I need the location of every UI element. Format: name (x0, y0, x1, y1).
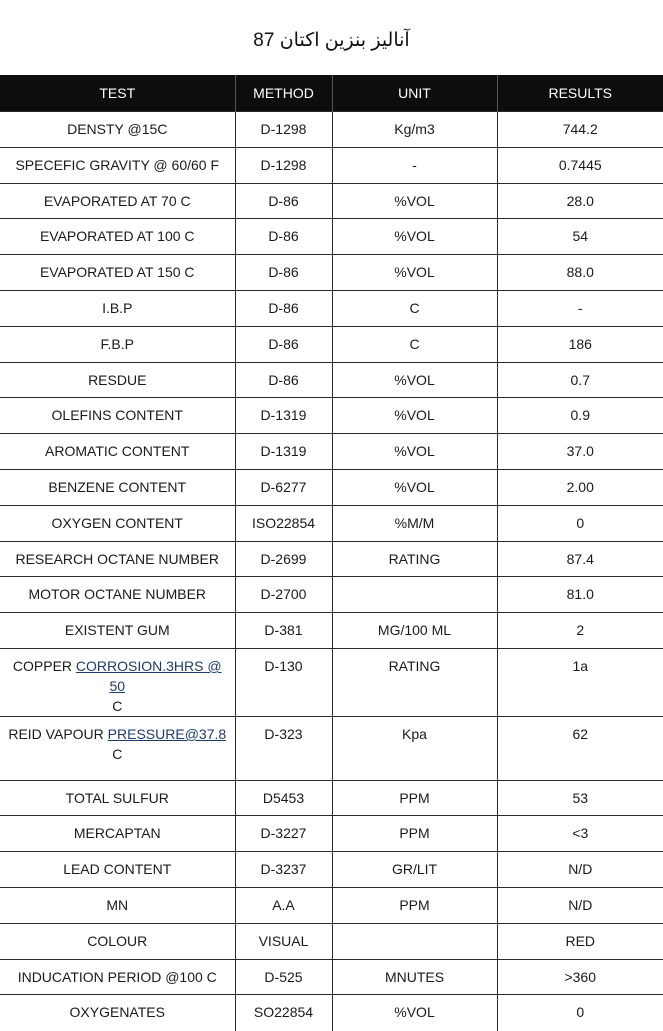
cell-test: TOTAL SULFUR (0, 780, 235, 816)
table-row (0, 326, 663, 362)
table-row (0, 290, 663, 326)
cell-unit: Kpa (332, 716, 497, 780)
cell-method: D5453 (235, 780, 332, 816)
test-link[interactable]: CORROSION.3HRS @ 50 (75, 657, 222, 694)
cell-method: D-323 (235, 716, 332, 780)
cell-method: D-2700 (235, 577, 332, 613)
test-prefix: REID VAPOUR (8, 725, 104, 742)
cell-result: 87.4 (497, 541, 663, 577)
cell-method: D-381 (235, 613, 332, 649)
cell-test: INDUCATION PERIOD @100 C (0, 959, 235, 995)
table-row (0, 541, 663, 577)
cell-unit: C (332, 290, 497, 326)
cell-unit: MG/100 ML (332, 613, 497, 649)
cell-test: RESDUE (0, 362, 235, 398)
cell-result: 0 (497, 505, 663, 541)
cell-method: VISUAL (235, 923, 332, 959)
cell-unit: %VOL (332, 995, 497, 1031)
cell-unit: PPM (332, 816, 497, 852)
cell-method: D-86 (235, 255, 332, 291)
cell-result: 0.9 (497, 398, 663, 434)
table-row (0, 648, 663, 716)
cell-result: - (497, 290, 663, 326)
cell-result: 744.2 (497, 112, 663, 148)
table-row (0, 183, 663, 219)
header-unit: UNIT (332, 75, 497, 112)
cell-result: 0 (497, 995, 663, 1031)
table-row (0, 852, 663, 888)
cell-method: D-86 (235, 326, 332, 362)
cell-test: F.B.P (0, 326, 235, 362)
test-link[interactable]: PRESSURE@37.8 (107, 725, 227, 742)
cell-test: EVAPORATED AT 70 C (0, 183, 235, 219)
table-row (0, 505, 663, 541)
cell-unit: %VOL (332, 183, 497, 219)
cell-method: D-86 (235, 219, 332, 255)
table-row (0, 112, 663, 148)
cell-result: 53 (497, 780, 663, 816)
cell-unit: PPM (332, 888, 497, 924)
table-row (0, 780, 663, 816)
cell-unit: MNUTES (332, 959, 497, 995)
cell-result: N/D (497, 852, 663, 888)
cell-unit: %M/M (332, 505, 497, 541)
header-method: METHOD (235, 75, 332, 112)
cell-unit: %VOL (332, 469, 497, 505)
header-test: TEST (0, 75, 235, 112)
cell-unit: %VOL (332, 434, 497, 470)
cell-test: I.B.P (0, 290, 235, 326)
cell-unit: PPM (332, 780, 497, 816)
cell-unit: %VOL (332, 219, 497, 255)
cell-test: RESEARCH OCTANE NUMBER (0, 541, 235, 577)
test-prefix: COPPER (12, 657, 73, 674)
cell-result: 37.0 (497, 434, 663, 470)
table-row (0, 398, 663, 434)
test-suffix: C (112, 697, 123, 714)
cell-test: EXISTENT GUM (0, 613, 235, 649)
page-title: آنالیز بنزین اکتان 87 (253, 30, 410, 51)
analysis-table (0, 75, 663, 1031)
table-row (0, 716, 663, 780)
table-row (0, 362, 663, 398)
cell-result: 186 (497, 326, 663, 362)
cell-result: 54 (497, 219, 663, 255)
table-row (0, 434, 663, 470)
table-header-row (0, 75, 663, 112)
table-row (0, 469, 663, 505)
cell-result: 88.0 (497, 255, 663, 291)
cell-unit: RATING (332, 541, 497, 577)
cell-test: OXYGENATES (0, 995, 235, 1031)
cell-result: 2.00 (497, 469, 663, 505)
cell-method: ISO22854 (235, 505, 332, 541)
cell-method: D-6277 (235, 469, 332, 505)
cell-unit: RATING (332, 648, 497, 716)
table-row (0, 255, 663, 291)
cell-method: D-3237 (235, 852, 332, 888)
cell-test: EVAPORATED AT 150 C (0, 255, 235, 291)
cell-test: MERCAPTAN (0, 816, 235, 852)
cell-unit: %VOL (332, 398, 497, 434)
cell-test: OXYGEN CONTENT (0, 505, 235, 541)
cell-result: <3 (497, 816, 663, 852)
cell-method: D-3227 (235, 816, 332, 852)
cell-result: N/D (497, 888, 663, 924)
cell-result: 2 (497, 613, 663, 649)
cell-unit: %VOL (332, 362, 497, 398)
cell-method: D-86 (235, 362, 332, 398)
cell-result: 28.0 (497, 183, 663, 219)
table-row (0, 147, 663, 183)
cell-test: AROMATIC CONTENT (0, 434, 235, 470)
cell-unit: C (332, 326, 497, 362)
cell-result: >360 (497, 959, 663, 995)
cell-unit: GR/LIT (332, 852, 497, 888)
cell-method: D-86 (235, 290, 332, 326)
table-row (0, 816, 663, 852)
cell-unit: %VOL (332, 255, 497, 291)
cell-unit: Kg/m3 (332, 112, 497, 148)
cell-unit (332, 923, 497, 959)
cell-test: MN (0, 888, 235, 924)
cell-test: OLEFINS CONTENT (0, 398, 235, 434)
table-row (0, 923, 663, 959)
cell-unit (332, 577, 497, 613)
test-suffix: C (112, 745, 123, 762)
cell-result: 0.7445 (497, 147, 663, 183)
cell-method: D-1298 (235, 147, 332, 183)
cell-result: 1a (497, 648, 663, 716)
cell-test: COLOUR (0, 923, 235, 959)
cell-result: RED (497, 923, 663, 959)
table-row (0, 613, 663, 649)
cell-method: A.A (235, 888, 332, 924)
cell-test: DENSTY @15C (0, 112, 235, 148)
cell-unit: - (332, 147, 497, 183)
cell-test: MOTOR OCTANE NUMBER (0, 577, 235, 613)
cell-result: 0.7 (497, 362, 663, 398)
table-row (0, 577, 663, 613)
cell-test (0, 648, 235, 716)
cell-test: EVAPORATED AT 100 C (0, 219, 235, 255)
table-row (0, 959, 663, 995)
cell-test (0, 716, 235, 780)
cell-test: SPECEFIC GRAVITY @ 60/60 F (0, 147, 235, 183)
cell-method: D-2699 (235, 541, 332, 577)
cell-method: D-1319 (235, 434, 332, 470)
header-results: RESULTS (497, 75, 663, 112)
table-row (0, 995, 663, 1031)
cell-result: 81.0 (497, 577, 663, 613)
cell-method: D-130 (235, 648, 332, 716)
table-row (0, 219, 663, 255)
cell-method: D-86 (235, 183, 332, 219)
cell-method: SO22854 (235, 995, 332, 1031)
cell-test: LEAD CONTENT (0, 852, 235, 888)
cell-method: D-525 (235, 959, 332, 995)
table-row (0, 888, 663, 924)
cell-test: BENZENE CONTENT (0, 469, 235, 505)
cell-method: D-1298 (235, 112, 332, 148)
cell-result: 62 (497, 716, 663, 780)
cell-method: D-1319 (235, 398, 332, 434)
